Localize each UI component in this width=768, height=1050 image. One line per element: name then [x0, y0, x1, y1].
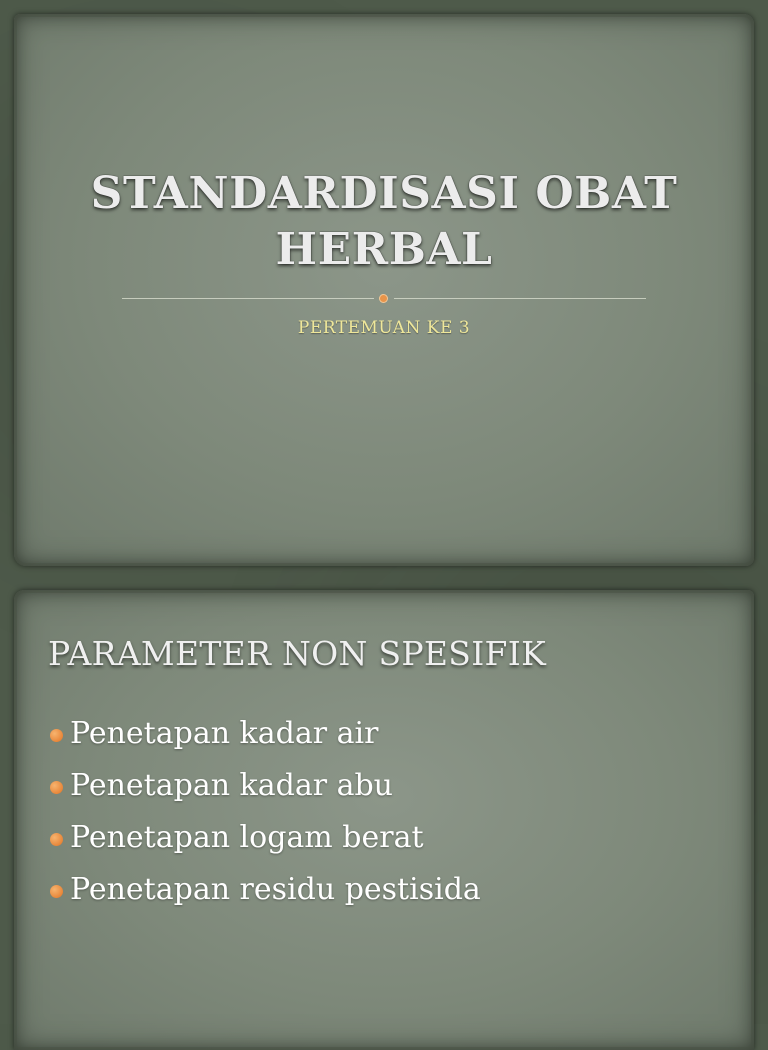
bullet-dot-icon — [50, 885, 63, 898]
slide-title-line-2: HERBAL — [275, 224, 493, 275]
slide-title — [14, 166, 754, 278]
content-heading: PARAMETER NON SPESIFIK — [48, 634, 547, 673]
list-item — [48, 864, 481, 916]
slide-title-line-1: STANDARDISASI OBAT — [90, 168, 678, 219]
title-divider — [122, 296, 646, 302]
list-item-text: Penetapan kadar air — [70, 716, 379, 751]
divider-line-right — [394, 298, 646, 299]
bullet-dot-icon — [50, 729, 63, 742]
content-slide — [14, 590, 754, 1050]
list-item-text: Penetapan residu pestisida — [70, 872, 481, 907]
list-item-text: Penetapan logam berat — [70, 820, 424, 855]
divider-dot-icon — [380, 295, 387, 302]
slide-border-texture — [14, 14, 754, 566]
list-item — [48, 812, 481, 864]
bullet-list — [48, 708, 481, 916]
bullet-dot-icon — [50, 833, 63, 846]
bullet-dot-icon — [50, 781, 63, 794]
list-item — [48, 760, 481, 812]
title-slide — [14, 14, 754, 566]
list-item — [48, 708, 481, 760]
slide-subtitle: PERTEMUAN KE 3 — [297, 318, 471, 338]
divider-line-left — [122, 298, 374, 299]
list-item-text: Penetapan kadar abu — [70, 768, 393, 803]
